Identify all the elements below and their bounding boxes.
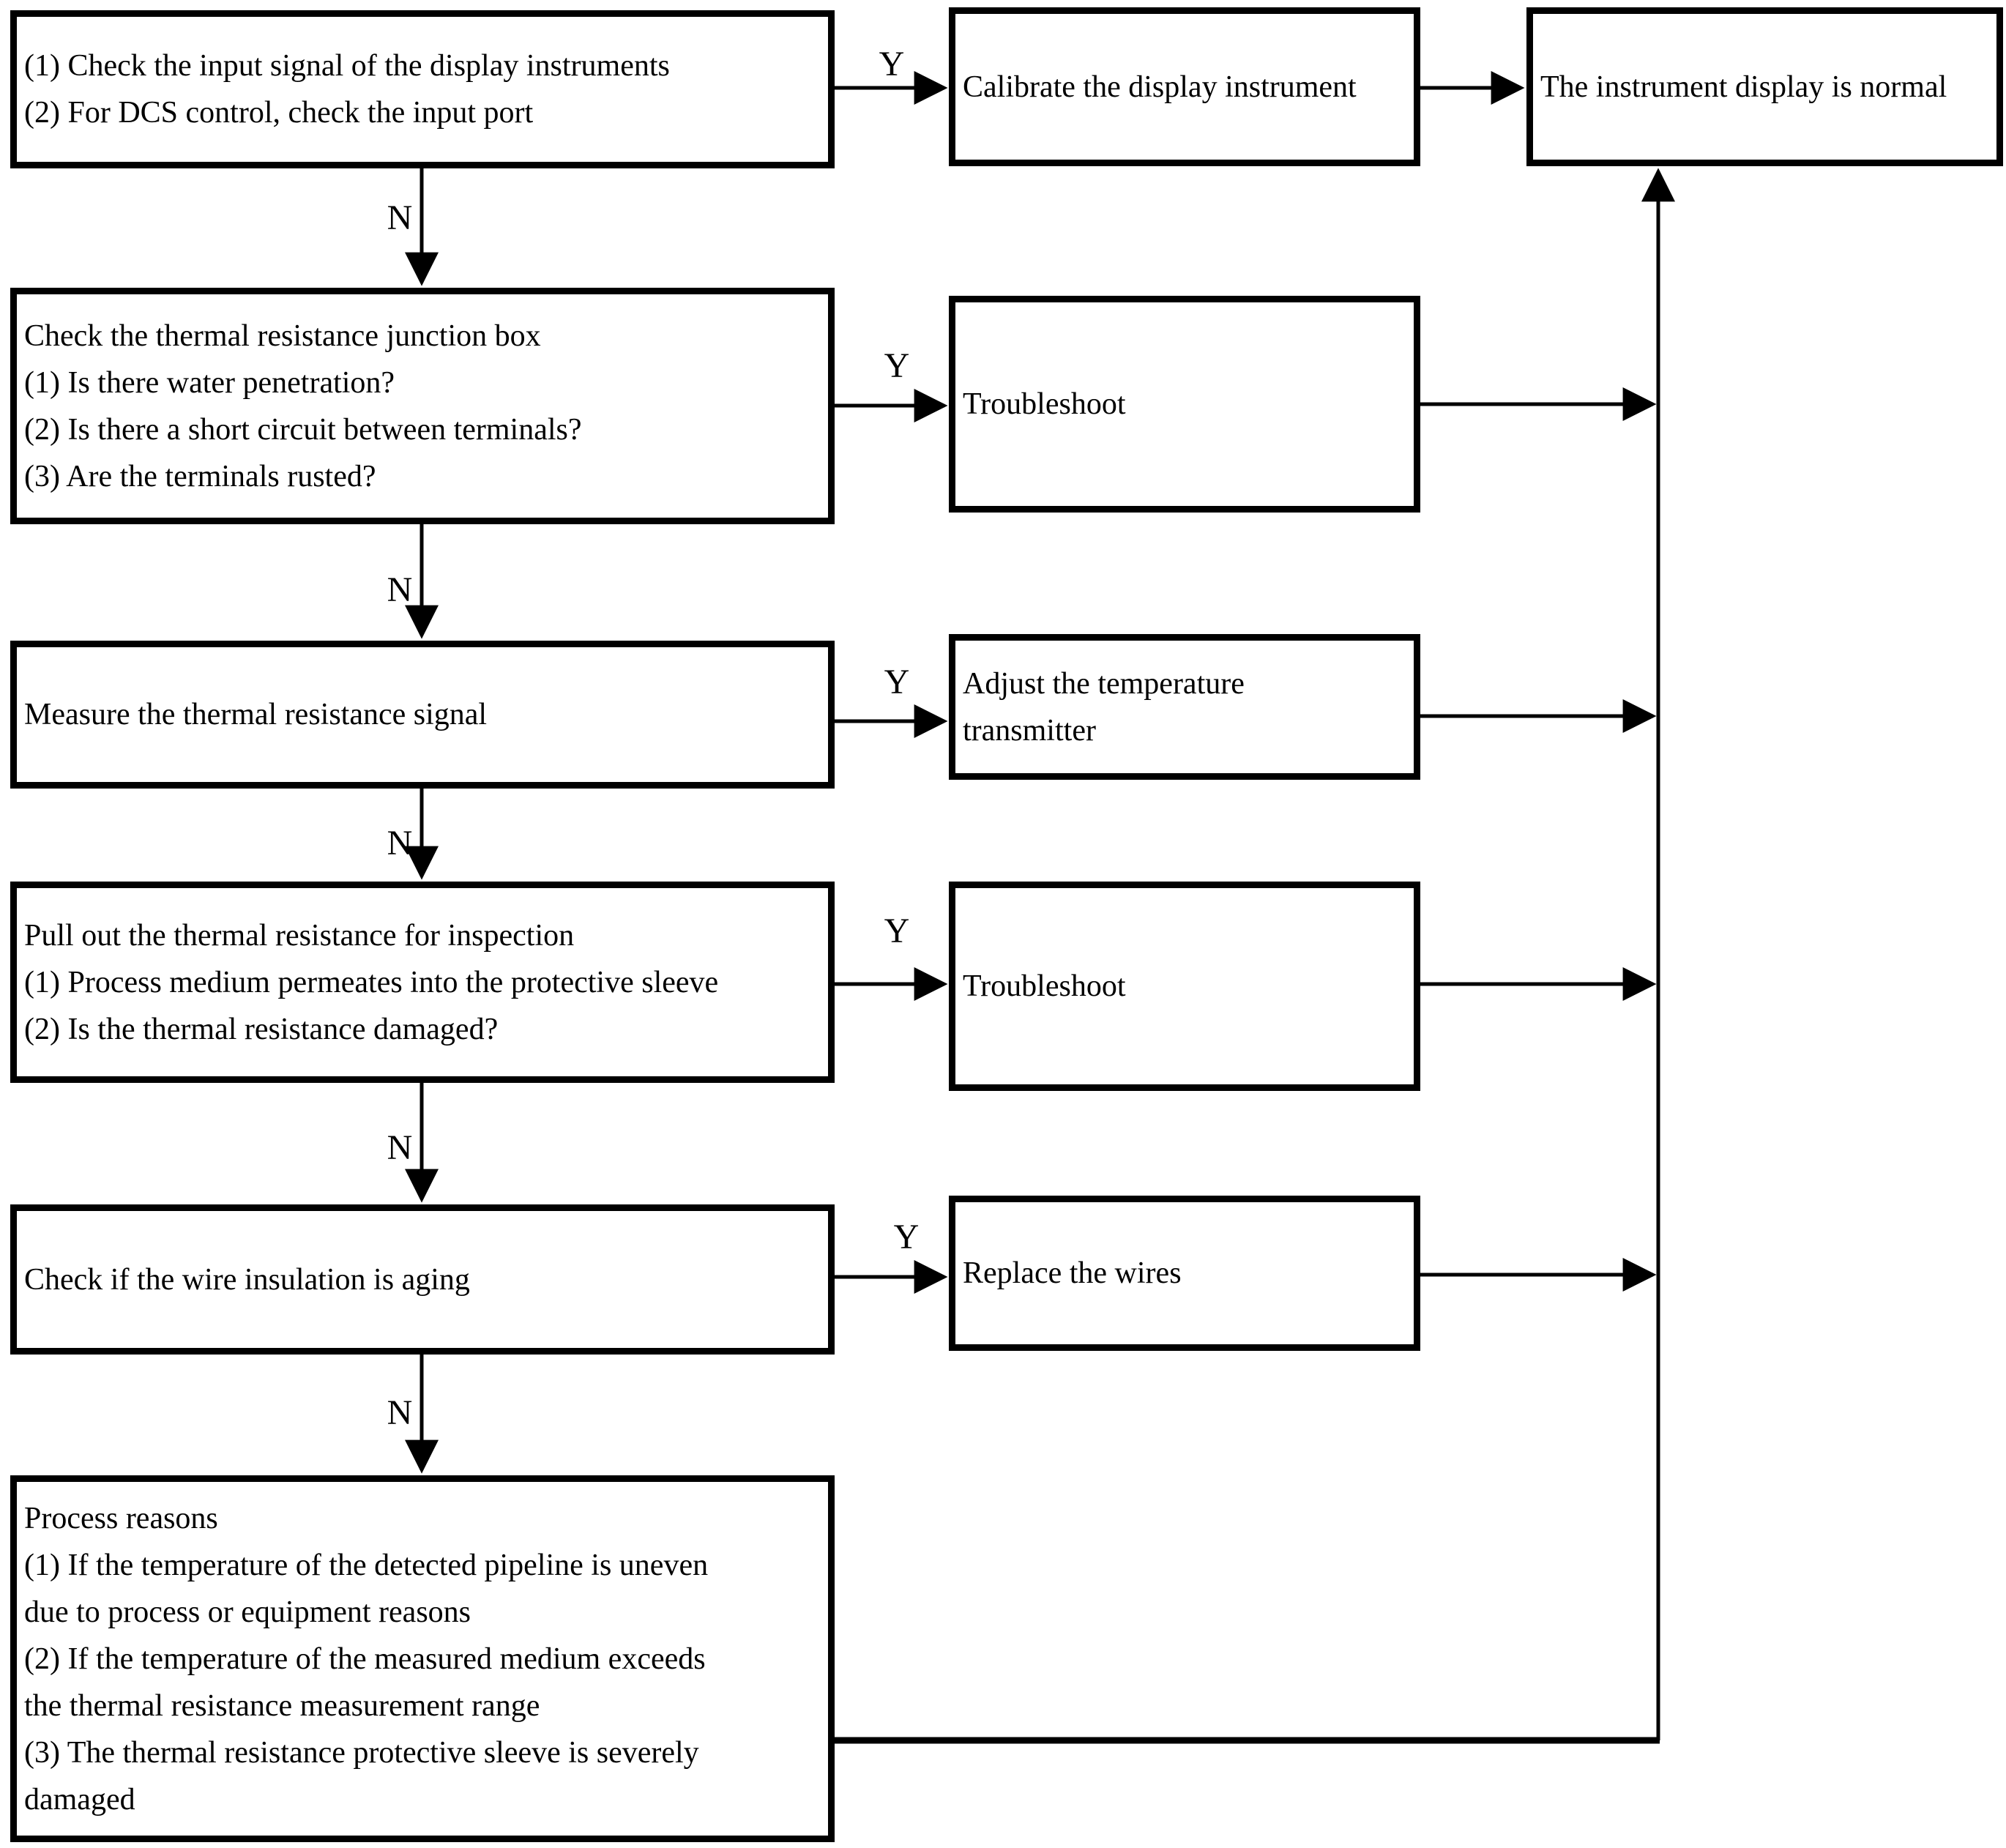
action-box-3-line: transmitter	[963, 713, 1096, 748]
result-box-line: The instrument display is normal	[1540, 70, 1947, 104]
action-box-5-line: Replace the wires	[963, 1256, 1182, 1290]
yes-label-3: Y	[884, 663, 910, 701]
no-label-2: N	[387, 570, 413, 609]
check-box-6-line: (3) The thermal resistance protective sleeve is severely	[24, 1735, 699, 1770]
check-box-2-line: (2) Is there a short circuit between terminals?	[24, 412, 582, 447]
check-box-4-line: Pull out the thermal resistance for inspection	[24, 918, 575, 953]
check-box-2	[10, 288, 835, 524]
check-box-2-line: Check the thermal resistance junction box	[24, 318, 541, 353]
action-box-1	[949, 7, 1420, 166]
action-box-5	[949, 1196, 1420, 1351]
action-box-2-line: Troubleshoot	[963, 387, 1126, 421]
yes-label-2: Y	[884, 346, 910, 385]
check-box-6-line: (2) If the temperature of the measured medium exceeds	[24, 1642, 706, 1676]
action-box-2	[949, 296, 1420, 513]
check-box-6	[10, 1475, 835, 1842]
check-box-6-line: damaged	[24, 1782, 135, 1817]
action-box-3	[949, 634, 1420, 780]
no-label-3: N	[387, 824, 413, 862]
check-box-4-line: (1) Process medium permeates into the protective sleeve	[24, 965, 719, 999]
yes-label-4: Y	[884, 912, 910, 950]
check-box-3-line: Measure the thermal resistance signal	[24, 698, 488, 731]
action-box-4-line: Troubleshoot	[963, 969, 1126, 1003]
check-box-3	[10, 641, 835, 789]
check-box-6-line: the thermal resistance measurement range	[24, 1688, 540, 1723]
no-label-5: N	[387, 1393, 413, 1432]
check-box-1-line: (1) Check the input signal of the display instruments	[24, 49, 670, 83]
action-box-3-line: Adjust the temperature	[963, 666, 1245, 701]
result-box	[1526, 7, 2003, 166]
yes-label-5: Y	[893, 1218, 920, 1256]
check-box-2-line: (1) Is there water penetration?	[24, 365, 395, 400]
check-box-4	[10, 882, 835, 1083]
check-box-6-line: (1) If the temperature of the detected pipeline is uneven	[24, 1548, 709, 1582]
no-label-4: N	[387, 1128, 413, 1167]
check-box-1	[10, 10, 835, 168]
check-box-6-line: Process reasons	[24, 1501, 218, 1535]
yes-label-1: Y	[879, 45, 905, 83]
check-box-5-line: Check if the wire insulation is aging	[24, 1262, 470, 1297]
check-box-4-line: (2) Is the thermal resistance damaged?	[24, 1012, 499, 1046]
check-box-1-line: (2) For DCS control, check the input port	[24, 96, 534, 130]
action-box-4	[949, 882, 1420, 1091]
check-box-2-line: (3) Are the terminals rusted?	[24, 459, 376, 493]
action-box-1-line: Calibrate the display instrument	[963, 70, 1357, 104]
no-label-1: N	[387, 198, 413, 237]
check-box-5	[10, 1204, 835, 1355]
check-box-6-line: due to process or equipment reasons	[24, 1595, 471, 1629]
